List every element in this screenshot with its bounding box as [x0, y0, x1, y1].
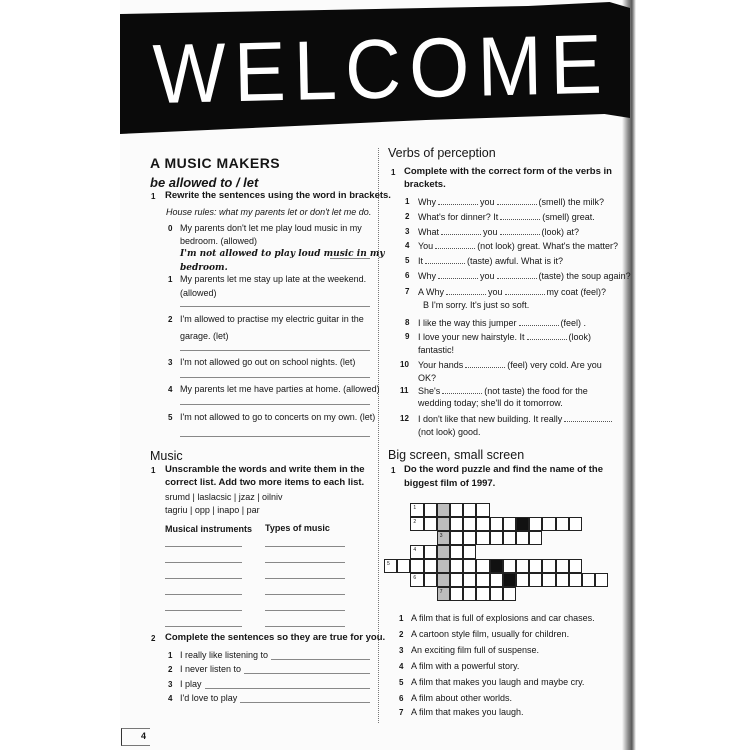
crossword-cell[interactable]	[595, 573, 608, 587]
example-answer: I'm not allowed to play loud music in my	[180, 249, 385, 259]
music-type-answer-line[interactable]	[265, 562, 345, 563]
item-number: 10	[400, 360, 409, 369]
item-text: (allowed)	[180, 288, 217, 298]
answer-blank[interactable]	[446, 286, 486, 295]
item-text: I'm not allowed go out on school nights. (let)	[180, 357, 356, 367]
answer-blank[interactable]	[438, 196, 478, 205]
crossword-cell[interactable]	[410, 517, 423, 531]
crossword-cell[interactable]	[410, 545, 423, 559]
text-segment: (look)	[568, 332, 592, 342]
item-number: 1	[405, 197, 410, 206]
answer-line[interactable]	[180, 350, 370, 351]
item-text	[418, 373, 436, 384]
clue-text: A film that is full of explosions and car chases.	[411, 613, 595, 623]
item-text	[418, 317, 586, 329]
crossword-black-cell	[490, 559, 503, 573]
text-segment: fantastic!	[418, 345, 455, 355]
answer-line[interactable]	[180, 377, 370, 378]
crossword-cell[interactable]	[503, 531, 516, 545]
crossword-cell[interactable]	[450, 545, 463, 559]
instrument-answer-line[interactable]	[165, 546, 242, 547]
text-segment: my coat (feel)?	[546, 287, 607, 297]
example-answer-line[interactable]	[330, 258, 370, 259]
item-text: I'd love to play	[180, 693, 238, 703]
crossword-cell[interactable]	[463, 517, 476, 531]
item-text: My parents let me have parties at home. (allowed)	[180, 384, 380, 394]
answer-blank[interactable]	[500, 211, 540, 220]
music-type-answer-line[interactable]	[265, 626, 345, 627]
text-segment: (smell) great.	[542, 212, 595, 222]
answer-line[interactable]	[180, 436, 370, 437]
example-answer: bedroom.	[180, 263, 228, 273]
crossword-cell[interactable]	[450, 573, 463, 587]
crossword-cell[interactable]	[490, 531, 503, 545]
answer-blank[interactable]	[497, 270, 537, 279]
crossword-cell[interactable]	[476, 503, 489, 517]
clue-number: 2	[413, 519, 417, 525]
exercise-number: 1	[391, 168, 396, 177]
section-subheading: be allowed to / let	[150, 175, 259, 190]
crossword-cell[interactable]	[410, 573, 423, 587]
item-text	[418, 359, 602, 371]
text-segment: (not look) good.	[418, 427, 481, 437]
answer-line[interactable]	[271, 659, 370, 660]
item-text: I'm allowed to practise my electric guitar in the	[180, 314, 364, 324]
music-type-answer-line[interactable]	[265, 546, 345, 547]
scrambled-words: srumd | laslacsic | jzaz | oilniv	[165, 492, 283, 502]
answer-line[interactable]	[180, 404, 370, 405]
exercise-number: 1	[151, 466, 156, 475]
crossword-cell[interactable]	[410, 503, 423, 517]
crossword-cell[interactable]	[516, 573, 529, 587]
exercise-instruction: brackets.	[404, 179, 446, 190]
section-heading: A MUSIC MAKERS	[150, 155, 281, 171]
item-number: 3	[168, 358, 173, 367]
text-segment: (smell) the milk?	[538, 197, 605, 207]
crossword-cell[interactable]	[542, 517, 555, 531]
clue-number: 1	[399, 614, 404, 623]
answer-blank[interactable]	[527, 331, 567, 340]
text-segment: She's	[418, 386, 441, 396]
crossword-cell[interactable]	[463, 587, 476, 601]
crossword-cell[interactable]	[556, 559, 569, 573]
clue-text: A film that makes you laugh.	[411, 707, 524, 717]
crossword-cell[interactable]	[529, 559, 542, 573]
answer-line[interactable]	[180, 306, 370, 307]
clue-number: 7	[439, 589, 443, 595]
item-number: 1	[168, 651, 173, 660]
text-segment: (not look) great. What's the matter?	[477, 241, 618, 251]
crossword-cell[interactable]	[384, 559, 397, 573]
crossword-cell[interactable]	[476, 531, 489, 545]
crossword-cell[interactable]	[569, 559, 582, 573]
item-text	[418, 385, 588, 397]
answer-blank[interactable]	[497, 196, 537, 205]
item-text: I never listen to	[180, 664, 242, 674]
clue-number: 4	[399, 662, 404, 671]
item-number: 6	[405, 271, 410, 280]
crossword-cell[interactable]	[476, 587, 489, 601]
crossword-cell[interactable]	[503, 517, 516, 531]
exercise-number: 2	[151, 634, 156, 643]
answer-blank[interactable]	[441, 226, 481, 235]
item-text	[418, 427, 481, 438]
item-number: 4	[405, 241, 410, 250]
item-number: 5	[168, 413, 173, 422]
crossword-cell[interactable]	[463, 559, 476, 573]
text-segment: B I'm sorry. It's just so soft.	[423, 300, 530, 310]
crossword-cell[interactable]	[463, 503, 476, 517]
crossword-cell[interactable]	[463, 573, 476, 587]
crossword-black-cell	[503, 573, 516, 587]
crossword-cell[interactable]	[503, 587, 516, 601]
instrument-answer-line[interactable]	[165, 626, 242, 627]
text-segment: (taste) the soup again?	[538, 271, 631, 281]
instrument-answer-line[interactable]	[165, 562, 242, 563]
crossword-cell[interactable]	[582, 573, 595, 587]
text-segment: (look) at?	[541, 227, 580, 237]
text-segment: (not taste) the food for the	[484, 386, 588, 396]
item-text: bedroom. (allowed)	[180, 236, 258, 246]
music-type-answer-line[interactable]	[265, 610, 345, 611]
item-text: I'm not allowed to go to concerts on my own. (let)	[180, 412, 376, 422]
crossword-cell[interactable]	[397, 559, 410, 573]
exercise-instruction: Unscramble the words and write them in the	[165, 464, 365, 475]
page-title: WELCOME	[151, 16, 611, 121]
crossword-cell[interactable]	[529, 517, 542, 531]
crossword-cell[interactable]	[556, 517, 569, 531]
item-text: I really like listening to	[180, 650, 269, 660]
answer-blank[interactable]	[438, 270, 478, 279]
text-segment: you	[488, 287, 503, 297]
clue-number: 5	[399, 678, 404, 687]
answer-blank[interactable]	[500, 226, 540, 235]
crossword-cell[interactable]	[437, 559, 450, 573]
item-number: 12	[400, 414, 409, 423]
crossword-cell[interactable]	[542, 573, 555, 587]
crossword-cell[interactable]	[424, 517, 437, 531]
item-text	[418, 196, 604, 208]
clue-text: A film that makes you laugh and maybe cry.	[411, 677, 585, 687]
text-segment: A Why	[418, 287, 445, 297]
text-segment: You	[418, 241, 434, 251]
crossword-cell[interactable]	[424, 573, 437, 587]
item-number: 4	[168, 694, 173, 703]
crossword-cell[interactable]	[437, 573, 450, 587]
item-number: 3	[405, 227, 410, 236]
crossword-cell[interactable]	[490, 517, 503, 531]
exercise-number: 1	[151, 192, 156, 201]
item-text	[418, 345, 454, 356]
item-number: 8	[405, 318, 410, 327]
item-number: 1	[168, 275, 173, 284]
item-text	[418, 331, 591, 343]
crossword-cell[interactable]	[424, 503, 437, 517]
answer-blank[interactable]	[465, 359, 505, 368]
crossword-cell[interactable]	[503, 559, 516, 573]
clue-number: 3	[399, 646, 404, 655]
item-text	[418, 398, 563, 409]
instrument-answer-line[interactable]	[165, 578, 242, 579]
crossword-cell[interactable]	[463, 531, 476, 545]
item-text	[418, 226, 579, 238]
exercise-instruction: Rewrite the sentences using the word in brackets.	[165, 190, 391, 201]
text-segment: (feel) very cold. Are you	[507, 360, 602, 370]
music-type-answer-line[interactable]	[265, 578, 345, 579]
clue-number: 3	[439, 533, 443, 539]
answer-line[interactable]	[205, 688, 370, 689]
item-text: My parents let me stay up late at the weekend.	[180, 274, 367, 284]
item-text: garage. (let)	[180, 331, 229, 341]
clue-text: A cartoon style film, usually for children.	[411, 629, 570, 639]
text-segment: I love your new hairstyle. It	[418, 332, 525, 342]
exercise-instruction: Complete the sentences so they are true for you.	[165, 632, 386, 643]
item-text	[423, 300, 529, 311]
exercise-instruction: Complete with the correct form of the verbs in	[404, 166, 612, 177]
text-segment: Why	[418, 271, 436, 281]
crossword-cell[interactable]	[529, 573, 542, 587]
clue-text: A film about other worlds.	[411, 693, 513, 703]
crossword-cell[interactable]	[450, 587, 463, 601]
page-number: 4	[141, 731, 147, 741]
crossword-cell[interactable]	[450, 559, 463, 573]
crossword-cell[interactable]	[424, 559, 437, 573]
item-number: 2	[168, 315, 173, 324]
item-text	[418, 211, 595, 223]
answer-blank[interactable]	[425, 255, 465, 264]
item-text	[418, 270, 631, 282]
exercise-intro: House rules: what my parents let or don't let me do.	[166, 207, 372, 217]
crossword-cell[interactable]	[569, 573, 582, 587]
exercise-instruction: correct list. Add two more items to each list.	[165, 477, 365, 488]
crossword-cell[interactable]	[437, 503, 450, 517]
column-header-music-types: Types of music	[265, 523, 330, 533]
text-segment: What	[418, 227, 440, 237]
clue-number: 6	[413, 575, 417, 581]
item-number: 4	[168, 385, 173, 394]
text-segment: you	[480, 197, 495, 207]
clue-number: 4	[413, 547, 417, 553]
crossword-cell[interactable]	[516, 559, 529, 573]
crossword-cell[interactable]	[437, 531, 450, 545]
instrument-answer-line[interactable]	[165, 594, 242, 595]
crossword-cell[interactable]	[463, 545, 476, 559]
crossword-cell[interactable]	[476, 559, 489, 573]
answer-blank[interactable]	[442, 385, 482, 394]
text-segment: It	[418, 256, 424, 266]
crossword-cell[interactable]	[410, 559, 423, 573]
exercise-number: 1	[391, 466, 396, 475]
item-number: 9	[405, 332, 410, 341]
item-number: 11	[400, 386, 409, 395]
section-heading: Music	[150, 449, 183, 463]
scrambled-words: tagriu | opp | inapo | par	[165, 505, 260, 515]
item-number: 0	[168, 224, 173, 233]
instrument-answer-line[interactable]	[165, 610, 242, 611]
crossword-cell[interactable]	[437, 587, 450, 601]
item-text	[418, 255, 563, 267]
text-segment: you	[480, 271, 495, 281]
crossword-cell[interactable]	[424, 545, 437, 559]
text-segment: (feel) .	[560, 318, 587, 328]
crossword-cell[interactable]	[569, 517, 582, 531]
crossword-cell[interactable]	[450, 503, 463, 517]
answer-blank[interactable]	[435, 240, 475, 249]
text-segment: you	[483, 227, 498, 237]
crossword-cell[interactable]	[490, 573, 503, 587]
text-segment: What's for dinner? It	[418, 212, 499, 222]
text-segment: I don't like that new building. It really	[418, 414, 563, 424]
text-segment: I like the way this jumper	[418, 318, 517, 328]
crossword-cell[interactable]	[450, 531, 463, 545]
exercise-instruction: Do the word puzzle and find the name of the	[404, 464, 603, 475]
text-segment: (taste) awful. What is it?	[467, 256, 564, 266]
crossword-cell[interactable]	[490, 587, 503, 601]
item-text: My parents don't let me play loud music in my	[180, 223, 362, 233]
exercise-instruction: biggest film of 1997.	[404, 478, 496, 489]
answer-blank[interactable]	[519, 317, 559, 326]
clue-text: A film with a powerful story.	[411, 661, 520, 671]
column-header-instruments: Musical instruments	[165, 524, 253, 534]
crossword-cell[interactable]	[437, 517, 450, 531]
section-heading: Verbs of perception	[388, 146, 496, 160]
music-type-answer-line[interactable]	[265, 594, 345, 595]
item-text	[418, 240, 618, 252]
crossword-cell[interactable]	[516, 531, 529, 545]
item-number: 2	[405, 212, 410, 221]
clue-number: 6	[399, 694, 404, 703]
answer-line[interactable]	[244, 673, 370, 674]
item-number: 3	[168, 680, 173, 689]
crossword-black-cell	[516, 517, 529, 531]
text-segment: Why	[418, 197, 436, 207]
crossword-cell[interactable]	[450, 517, 463, 531]
clue-number: 7	[399, 708, 404, 717]
clue-number: 5	[387, 561, 390, 567]
clue-number: 2	[399, 630, 404, 639]
text-segment: wedding today; she'll do it tomorrow.	[418, 398, 563, 408]
crossword-cell[interactable]	[476, 517, 489, 531]
item-text: I play	[180, 679, 202, 689]
item-number: 7	[405, 287, 410, 296]
crossword-cell[interactable]	[437, 545, 450, 559]
item-number: 5	[405, 256, 410, 265]
item-text	[418, 286, 606, 298]
clue-text: An exciting film full of suspense.	[411, 645, 540, 655]
item-text	[418, 413, 614, 425]
answer-blank[interactable]	[505, 286, 545, 295]
answer-blank[interactable]	[564, 413, 612, 422]
crossword-cell[interactable]	[476, 573, 489, 587]
section-heading: Big screen, small screen	[388, 448, 525, 462]
item-number: 2	[168, 665, 173, 674]
answer-line[interactable]	[240, 702, 370, 703]
crossword-cell[interactable]	[529, 531, 542, 545]
crossword-cell[interactable]	[542, 559, 555, 573]
crossword-cell[interactable]	[556, 573, 569, 587]
text-segment: Your hands	[418, 360, 464, 370]
clue-number: 1	[413, 505, 417, 511]
text-segment: OK?	[418, 373, 437, 383]
